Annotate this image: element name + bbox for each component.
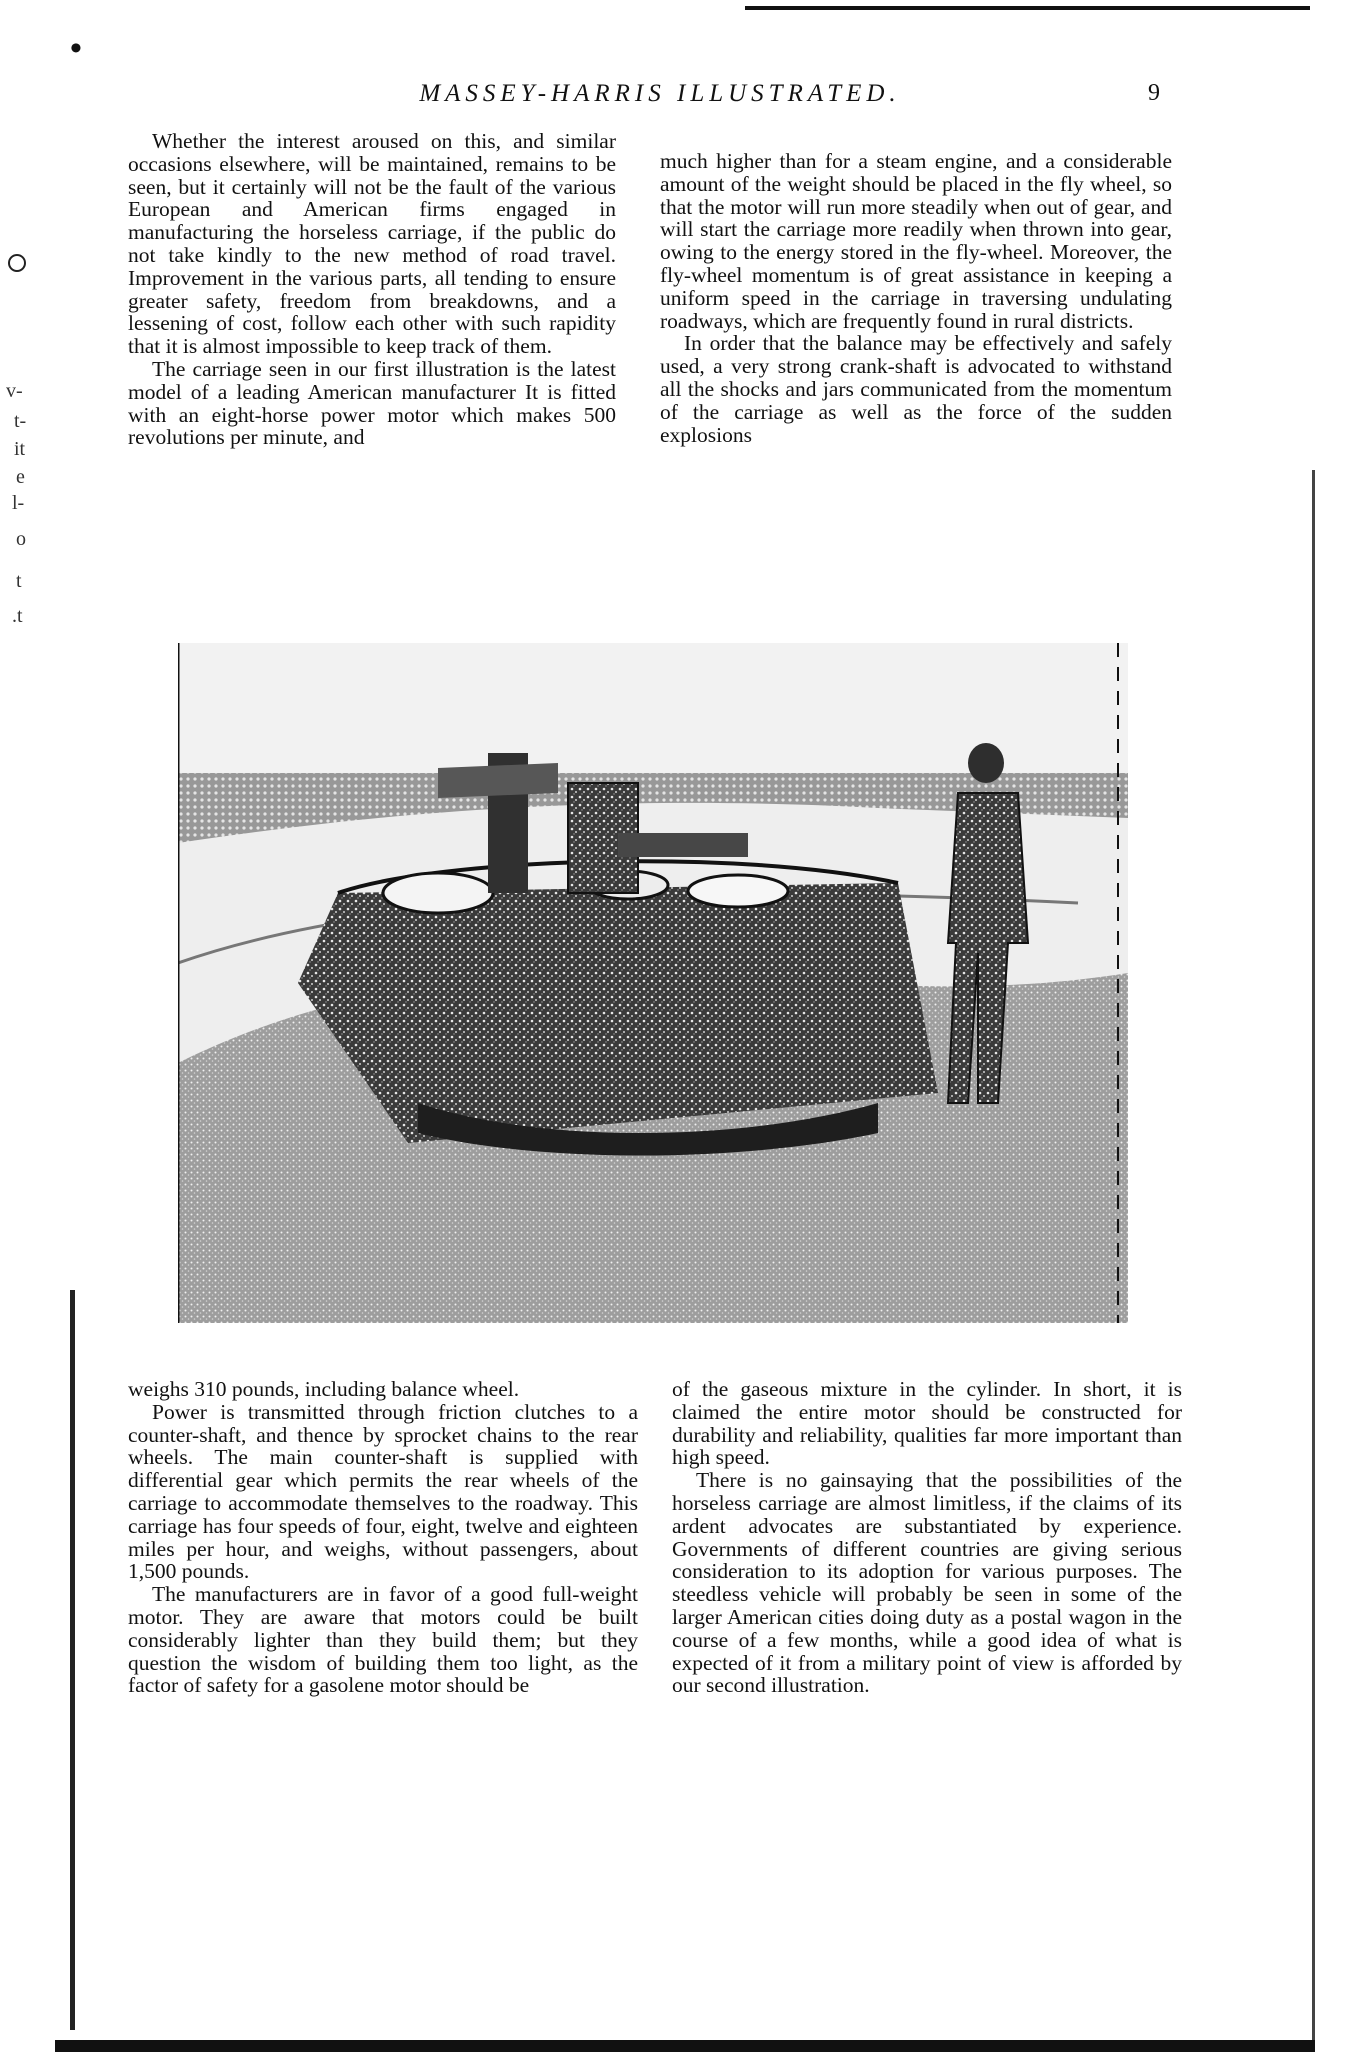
margin-fragment: .t [12,605,23,627]
margin-fragment: it [14,438,26,460]
paragraph: There is no gainsaying that the possibilities of the horseless carriage are almost limitless, if the claims of its ardent advocates are substantiated by experience. Governments of different countries are giving serious consideration to its adoption for various purposes. The steedless vehicle will probably be seen in some of the larger American cities doing duty as a postal wagon in the course of a few months, while a good idea of what is expected of it from a military point of view is afforded by our second illustration. [672,1468,1182,1698]
paragraph: Whether the interest aroused on this, and similar occasions elsewhere, will be maintained, remains to be seen, but it certainly will not be the fault of the various European and American firms engaged in manufacturing the horseless carriage, if the public do not take kindly to the new method of road travel. Improvement in the various parts, all tending to ensure greater safety, freedom from breakdowns, and a lessening of cost, follow each other with such rapidity that it is almost impossible to keep track of them. [128,129,616,359]
running-title: MASSEY-HARRIS ILLUSTRATED. [419,80,901,107]
article-column-bottom-left [128,1378,638,1878]
margin-fragment: v- [6,380,23,402]
page-number: 9 [1148,80,1160,106]
paragraph: of the gaseous mixture in the cylinder. In short, it is claimed the entire motor should be constructed for durability and reliability, qualities far more important than high speed. [672,1377,1182,1470]
corner-mark: • [70,30,82,67]
paragraph: Power is transmitted through friction clutches to a counter-shaft, and thence by sprocket chains to the rear wheels. The main counter-shaft is supplied with differential gear which permits the rear wheels of the carriage to accommodate themselves to the roadway. This carriage has four speeds of four, eight, twelve and eighteen miles per hour, and weighs, without passengers, about 1,500 pounds. [128,1399,638,1584]
margin-fragment: t [16,570,22,592]
margin-fragment: t- [14,410,27,432]
article-column-top-left [128,130,616,620]
paragraph: In order that the balance may be effectively and safely used, a very strong crank-shaft is advocated to withstand all the shocks and jars communicated from the momentum of the carriage as well as the force of the sudden explosions [660,331,1172,447]
margin-fragment: o [16,528,26,550]
top-rule [745,6,1310,10]
margin-fragment: e [16,466,25,488]
horseless-carriage-illustration [178,643,1128,1323]
margin-fragment: l- [12,492,25,514]
paragraph: weighs 310 pounds, including balance wheel. [128,1377,520,1401]
right-edge-mark [1312,470,1315,2040]
paragraph: much higher than for a steam engine, and a considerable amount of the weight should be placed in the fly wheel, so that the motor will run more steadily when out of gear, and will start the carriage more readily when thrown into gear, owing to the energy stored in the fly-wheel. Moreover, the fly-wheel momentum is of great assistance in keeping a uniform speed in the carriage in traversing undulating roadways, which are frequently found in rural districts. [660,149,1172,333]
left-edge-mark [70,1290,75,2030]
paragraph: The manufacturers are in favor of a good full-weight motor. They are aware that motors could be built considerably lighter than they build them; but they question the wisdom of building them too light, as the factor of safety for a gasolene motor should be [128,1582,638,1698]
margin-circle-mark [8,254,26,272]
margin-bleed-fragments [0,240,70,640]
paragraph: The carriage seen in our first illustration is the latest model of a leading American manufacturer It is fitted with an eight-horse power motor which makes 500 revolutions per minute, and [128,356,616,450]
article-column-top-right [660,150,1172,625]
running-head [0,80,1364,120]
bottom-rule [55,2040,1315,2052]
article-column-bottom-right [672,1378,1182,1878]
